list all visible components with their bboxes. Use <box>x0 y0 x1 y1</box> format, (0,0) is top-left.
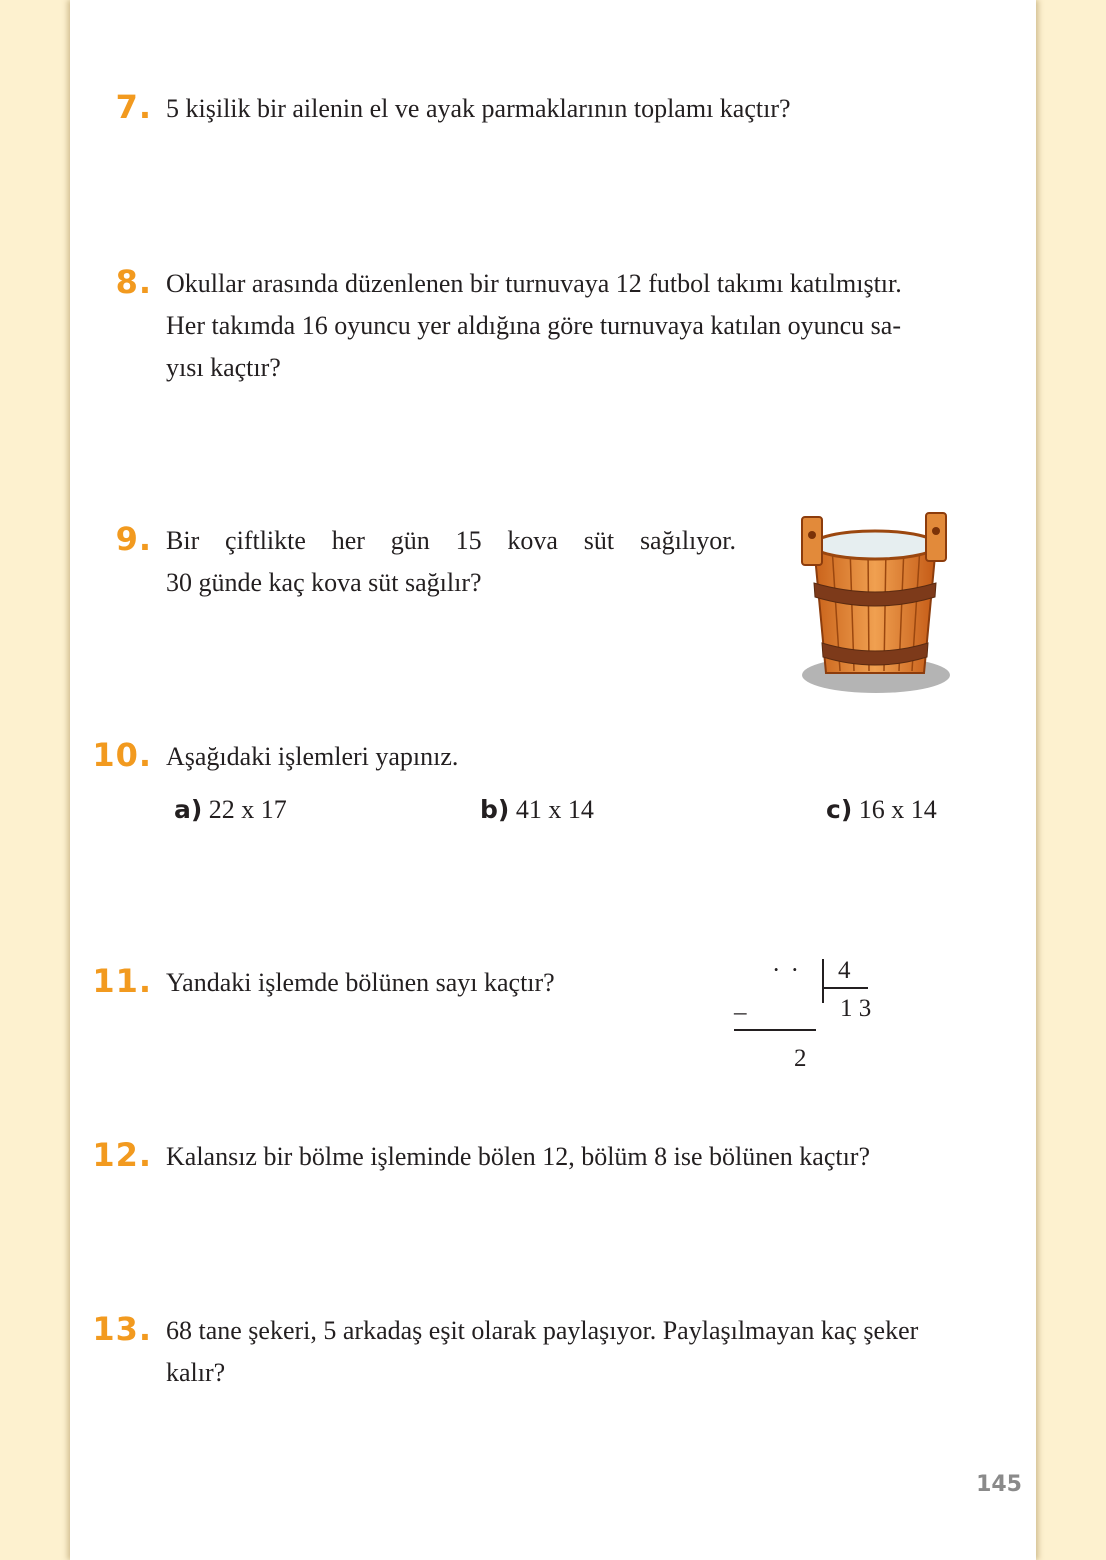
division-horizontal-line <box>822 987 868 989</box>
sub-question-a <box>174 792 287 828</box>
question-line: Aşağıdaki işlemleri yapınız. <box>166 742 459 771</box>
question-number: 10. <box>92 736 152 774</box>
question-number: 9. <box>115 520 152 558</box>
question-number: 8. <box>115 263 152 301</box>
question-number: 12. <box>92 1136 152 1174</box>
question-line: 5 kişilik bir ailenin el ve ayak parmaklarının toplamı kaçtır? <box>166 94 791 123</box>
question-line: kalır? <box>166 1358 226 1387</box>
long-division <box>730 955 890 1075</box>
sub-question-expression: 16 x 14 <box>858 795 937 824</box>
divisor: 4 <box>838 957 851 984</box>
dividend-digits: · · <box>772 957 801 984</box>
page <box>70 0 1036 1560</box>
question-line: 68 tane şekeri, 5 arkadaş eşit olarak paylaşıyor. Paylaşılmayan kaç şeker <box>166 1316 919 1345</box>
division-vertical-line <box>822 959 824 1003</box>
sub-question-expression: 22 x 17 <box>208 795 287 824</box>
sub-question-expression: 41 x 14 <box>515 795 594 824</box>
question-line: Yandaki işlemde bölünen sayı kaçtır? <box>166 968 555 997</box>
question-line: Okullar arasında düzenlenen bir turnuvaya 12 futbol takımı katılmıştır. <box>166 269 902 298</box>
page-number: 145 <box>976 1472 1022 1497</box>
question-line: 30 günde kaç kova süt sağılır? <box>166 568 482 597</box>
sub-question-label: b) <box>480 795 510 824</box>
remainder: 2 <box>794 1045 807 1072</box>
quotient: 1 3 <box>840 995 872 1022</box>
question-text <box>166 520 736 604</box>
subtraction-line <box>734 1029 816 1031</box>
sub-question-label: a) <box>174 795 203 824</box>
question-number: 11. <box>92 962 152 1000</box>
question-number: 7. <box>115 88 152 126</box>
question-number: 13. <box>92 1310 152 1348</box>
question-text <box>166 962 686 1004</box>
sub-question-c <box>826 792 937 828</box>
question-text <box>166 736 1026 778</box>
question-line: Her takımda 16 oyuncu yer aldığına göre turnuvaya katılan oyuncu sa- <box>166 311 901 340</box>
question-text <box>166 88 1026 130</box>
question-line: Bir çiftlikte her gün 15 kova süt sağılıyor. <box>166 526 736 555</box>
question-text <box>166 1310 1026 1394</box>
sub-question-label: c) <box>826 795 853 824</box>
question-line: yısı kaçtır? <box>166 353 281 382</box>
sub-question-b <box>480 792 594 828</box>
question-text <box>166 263 1026 389</box>
question-text <box>166 1136 1026 1178</box>
question-line: Kalansız bir bölme işleminde bölen 12, bölüm 8 ise bölünen kaçtır? <box>166 1142 871 1171</box>
wooden-bucket-icon <box>796 505 954 695</box>
minus-sign: – <box>734 999 747 1026</box>
